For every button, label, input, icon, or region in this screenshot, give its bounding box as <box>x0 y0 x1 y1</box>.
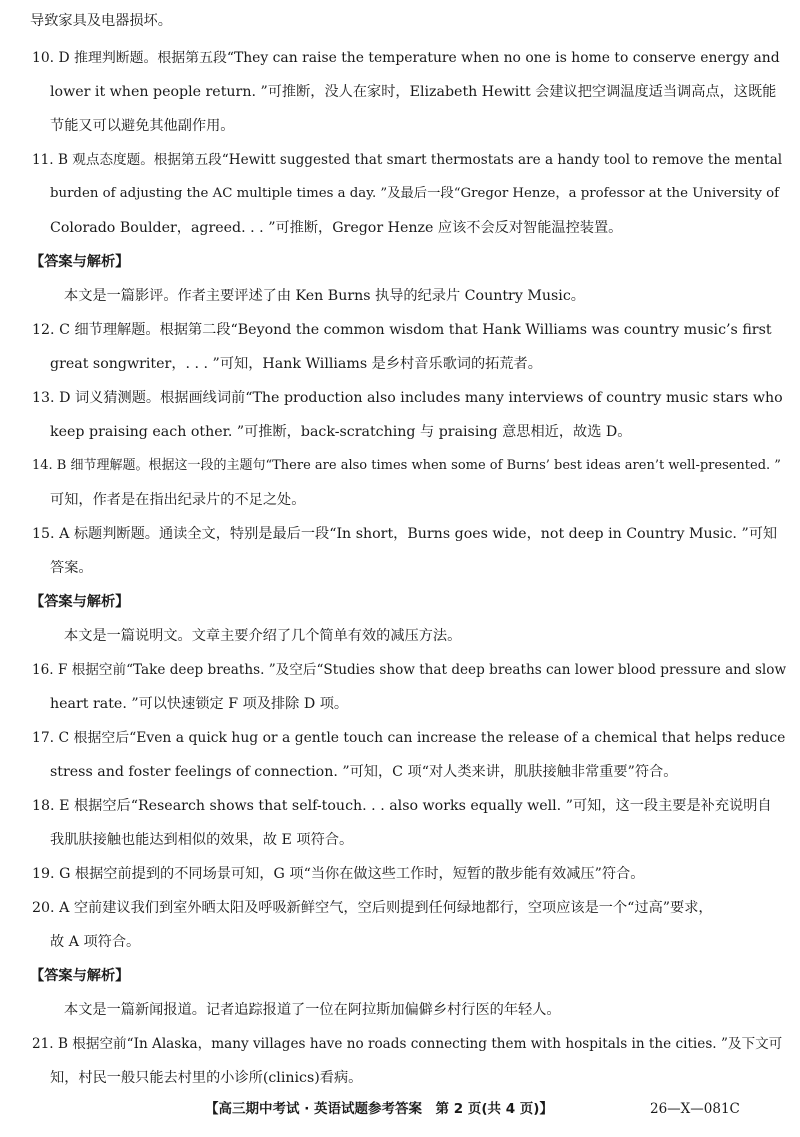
answer-19-line-1: 19. G 根据空前提到的不同场景可知，G 项“当你在做这些工作时，短暂的散步能有效减压”符合。 <box>32 866 645 882</box>
text-line: 导致家具及电器损坏。 <box>30 13 172 29</box>
answer-11-line-3: Colorado Boulder，agreed. . . ”可推断，Gregor Henze 应该不会反对智能温控装置。 <box>50 220 623 236</box>
answer-20-line-1: 20. A 空前建议我们到室外晒太阳及呼吸新鲜空气，空后则提到任何绿地都行，空项应该是一个“过高”要求， <box>32 900 713 916</box>
answer-14-line-1: 14. B 细节理解题。根据这一段的主题句“There are also times when some of Burns’ best ideas aren’t well-presented. ” <box>32 458 781 473</box>
page-footer: 【高三期中考试 · 英语试题参考答案 第 2 页(共 4 页)】 <box>205 1101 553 1117</box>
answer-18-line-2: 我肌肤接触也能达到相似的效果，故 E 项符合。 <box>50 832 354 848</box>
answer-10-line-2: lower it when people return. ”可推断，没人在家时，Elizabeth Hewitt 会建议把空调温度适当调高点，这既能 <box>50 84 777 100</box>
summary-line: 本文是一篇说明文。文章主要介绍了几个简单有效的减压方法。 <box>64 628 462 644</box>
answer-14-line-2: 可知，作者是在指出纪录片的不足之处。 <box>50 492 306 508</box>
answer-17-line-2: stress and foster feelings of connection. ”可知，C 项“对人类来讲，肌肤接触非常重要”符合。 <box>50 764 678 780</box>
section-header: 【答案与解析】 <box>30 594 130 610</box>
answer-17-line-1: 17. C 根据空后“Even a quick hug or a gentle touch can increase the release of a chemical that helps reduce <box>32 730 786 746</box>
document-code: 26—X—081C <box>650 1101 740 1117</box>
answer-20-line-2: 故 A 项符合。 <box>50 934 141 950</box>
answer-15-line-1: 15. A 标题判断题。通读全文，特别是最后一段“In short，Burns goes wide，not deep in Country Music. ”可知 <box>32 526 778 542</box>
summary-line: 本文是一篇影评。作者主要评述了由 Ken Burns 执导的纪录片 Country Music。 <box>64 288 585 304</box>
answer-10-line-3: 节能又可以避免其他副作用。 <box>50 118 235 134</box>
section-header: 【答案与解析】 <box>30 254 130 270</box>
answer-12-line-2: great songwriter，. . . ”可知，Hank Williams 是乡村音乐歌词的拓荒者。 <box>50 356 542 372</box>
answer-21-line-1: 21. B 根据空前“In Alaska，many villages have no roads connecting them with hospitals in the cities. ”及下文可 <box>32 1036 783 1052</box>
answer-16-line-2: heart rate. ”可以快速锁定 F 项及排除 D 项。 <box>50 696 349 712</box>
answer-21-line-2: 知，村民一般只能去村里的小诊所(clinics)看病。 <box>50 1070 363 1086</box>
answer-11-line-2: burden of adjusting the AC multiple times a day. ”及最后一段“Gregor Henze，a professor at the University of <box>50 186 780 201</box>
answer-16-line-1: 16. F 根据空前“Take deep breaths. ”及空后“Studies show that deep breaths can lower blood pressure and slow <box>32 662 787 678</box>
answer-15-line-2: 答案。 <box>50 560 93 576</box>
answer-13-line-2: keep praising each other. ”可推断，back-scratching 与 praising 意思相近，故选 D。 <box>50 424 632 440</box>
section-header: 【答案与解析】 <box>30 968 130 984</box>
summary-line: 本文是一篇新闻报道。记者追踪报道了一位在阿拉斯加偏僻乡村行医的年轻人。 <box>64 1002 561 1018</box>
answer-10-line-1: 10. D 推理判断题。根据第五段“They can raise the temperature when no one is home to conserve energy and <box>32 50 780 66</box>
answer-12-line-1: 12. C 细节理解题。根据第二段“Beyond the common wisdom that Hank Williams was country music’s first <box>32 322 772 338</box>
answer-13-line-1: 13. D 词义猜测题。根据画线词前“The production also includes many interviews of country music stars who <box>32 390 783 406</box>
answer-18-line-1: 18. E 根据空后“Research shows that self-touch. . . also works equally well. ”可知，这一段主要是补充说明自 <box>32 798 772 814</box>
answer-11-line-1: 11. B 观点态度题。根据第五段“Hewitt suggested that smart thermostats are a handy tool to remove the mental <box>32 152 783 168</box>
